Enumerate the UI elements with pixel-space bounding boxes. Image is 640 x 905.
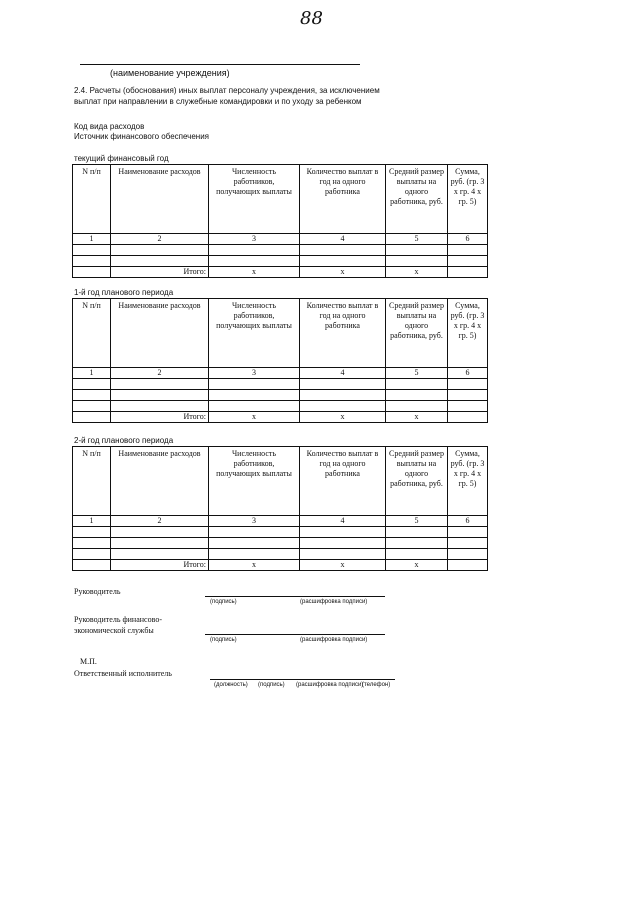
col-number: 4 bbox=[300, 516, 386, 527]
org-name-line bbox=[80, 64, 360, 65]
total-x: x bbox=[386, 412, 448, 423]
header-cell: Наименование расходов bbox=[111, 299, 209, 368]
col-number: 5 bbox=[386, 234, 448, 245]
table-row bbox=[73, 245, 488, 256]
head-label: Руководитель bbox=[74, 587, 121, 596]
table-row bbox=[73, 401, 488, 412]
header-cell: Сумма, руб. (гр. 3 х гр. 4 х гр. 5) bbox=[448, 165, 488, 234]
table-row bbox=[73, 256, 488, 267]
col-number: 3 bbox=[209, 234, 300, 245]
col-number: 6 bbox=[448, 234, 488, 245]
header-cell: N п/п bbox=[73, 447, 111, 516]
col-number: 2 bbox=[111, 516, 209, 527]
header-cell: Средний размер выплаты на одного работника, руб. bbox=[386, 447, 448, 516]
calc-table-current-year bbox=[72, 164, 488, 278]
total-x: x bbox=[386, 560, 448, 571]
total-label: Итого: bbox=[111, 267, 209, 278]
total-x: x bbox=[300, 412, 386, 423]
col-number: 6 bbox=[448, 368, 488, 379]
header-cell: Наименование расходов bbox=[111, 447, 209, 516]
executor-decoding-caption: (расшифровка подписи) bbox=[296, 682, 364, 688]
col-number: 5 bbox=[386, 368, 448, 379]
total-label: Итого: bbox=[111, 560, 209, 571]
col-number: 2 bbox=[111, 368, 209, 379]
fin-head-label-1: Руководитель финансово- bbox=[74, 615, 162, 624]
header-cell: Численность работников, получающих выплаты bbox=[209, 299, 300, 368]
header-cell: N п/п bbox=[73, 299, 111, 368]
fin-head-signature-line bbox=[205, 634, 385, 635]
page-number: 88 bbox=[300, 8, 323, 29]
header-cell: Наименование расходов bbox=[111, 165, 209, 234]
total-row bbox=[73, 560, 488, 571]
head-decoding-caption: (расшифровка подписи) bbox=[300, 599, 368, 605]
table-header-row bbox=[73, 299, 488, 368]
executor-signature-line bbox=[210, 679, 395, 680]
header-cell: Сумма, руб. (гр. 3 х гр. 4 х гр. 5) bbox=[448, 447, 488, 516]
fin-head-label-2: экономической службы bbox=[74, 626, 154, 635]
col-number: 2 bbox=[111, 234, 209, 245]
header-cell: Численность работников, получающих выплаты bbox=[209, 165, 300, 234]
section-title-current-year: текущий финансовый год bbox=[74, 154, 169, 163]
total-x: x bbox=[300, 560, 386, 571]
calc-table-plan-year-1 bbox=[72, 298, 488, 423]
executor-phone-caption: (телефон) bbox=[362, 682, 391, 688]
column-number-row bbox=[73, 234, 488, 245]
total-row bbox=[73, 267, 488, 278]
total-row bbox=[73, 412, 488, 423]
col-number: 1 bbox=[73, 234, 111, 245]
total-label: Итого: bbox=[111, 412, 209, 423]
stamp-label: М.П. bbox=[80, 657, 97, 666]
calc-table-plan-year-2 bbox=[72, 446, 488, 571]
table-row bbox=[73, 527, 488, 538]
executor-label: Ответственный исполнитель bbox=[74, 669, 172, 678]
total-x: x bbox=[386, 267, 448, 278]
fin-head-decoding-caption: (расшифровка подписи) bbox=[300, 637, 368, 643]
table-row bbox=[73, 549, 488, 560]
header-cell: Количество выплат в год на одного работника bbox=[300, 165, 386, 234]
total-x: x bbox=[209, 560, 300, 571]
header-cell: Сумма, руб. (гр. 3 х гр. 4 х гр. 5) bbox=[448, 299, 488, 368]
header-cell: Количество выплат в год на одного работника bbox=[300, 447, 386, 516]
fin-head-signature-caption: (подпись) bbox=[210, 637, 237, 643]
column-number-row bbox=[73, 516, 488, 527]
form-heading: 2.4. Расчеты (обоснования) иных выплат персоналу учреждения, за исключением выплат при направлении в служебные командировки и по уходу за ребенком bbox=[74, 86, 380, 106]
executor-position-caption: (должность) bbox=[214, 682, 248, 688]
header-cell: Численность работников, получающих выплаты bbox=[209, 447, 300, 516]
table-row bbox=[73, 390, 488, 401]
col-number: 4 bbox=[300, 368, 386, 379]
head-signature-line bbox=[205, 596, 385, 597]
section-title-plan-year-2: 2-й год планового периода bbox=[74, 436, 174, 445]
total-x: x bbox=[209, 412, 300, 423]
section-title-plan-year-1: 1-й год планового периода bbox=[74, 288, 174, 297]
column-number-row bbox=[73, 368, 488, 379]
org-name-caption: (наименование учреждения) bbox=[110, 68, 230, 78]
expense-type-label: Код вида расходов bbox=[74, 122, 145, 131]
col-number: 3 bbox=[209, 516, 300, 527]
executor-signature-caption: (подпись) bbox=[258, 682, 285, 688]
header-cell: Количество выплат в год на одного работника bbox=[300, 299, 386, 368]
table-header-row bbox=[73, 165, 488, 234]
header-cell: N п/п bbox=[73, 165, 111, 234]
col-number: 1 bbox=[73, 516, 111, 527]
header-cell: Средний размер выплаты на одного работника, руб. bbox=[386, 165, 448, 234]
table-header-row bbox=[73, 447, 488, 516]
header-cell: Средний размер выплаты на одного работника, руб. bbox=[386, 299, 448, 368]
total-x: x bbox=[209, 267, 300, 278]
table-row bbox=[73, 538, 488, 549]
head-signature-caption: (подпись) bbox=[210, 599, 237, 605]
table-row bbox=[73, 379, 488, 390]
col-number: 3 bbox=[209, 368, 300, 379]
col-number: 4 bbox=[300, 234, 386, 245]
total-x: x bbox=[300, 267, 386, 278]
col-number: 1 bbox=[73, 368, 111, 379]
col-number: 5 bbox=[386, 516, 448, 527]
funding-source-label: Источник финансового обеспечения bbox=[74, 132, 210, 141]
col-number: 6 bbox=[448, 516, 488, 527]
